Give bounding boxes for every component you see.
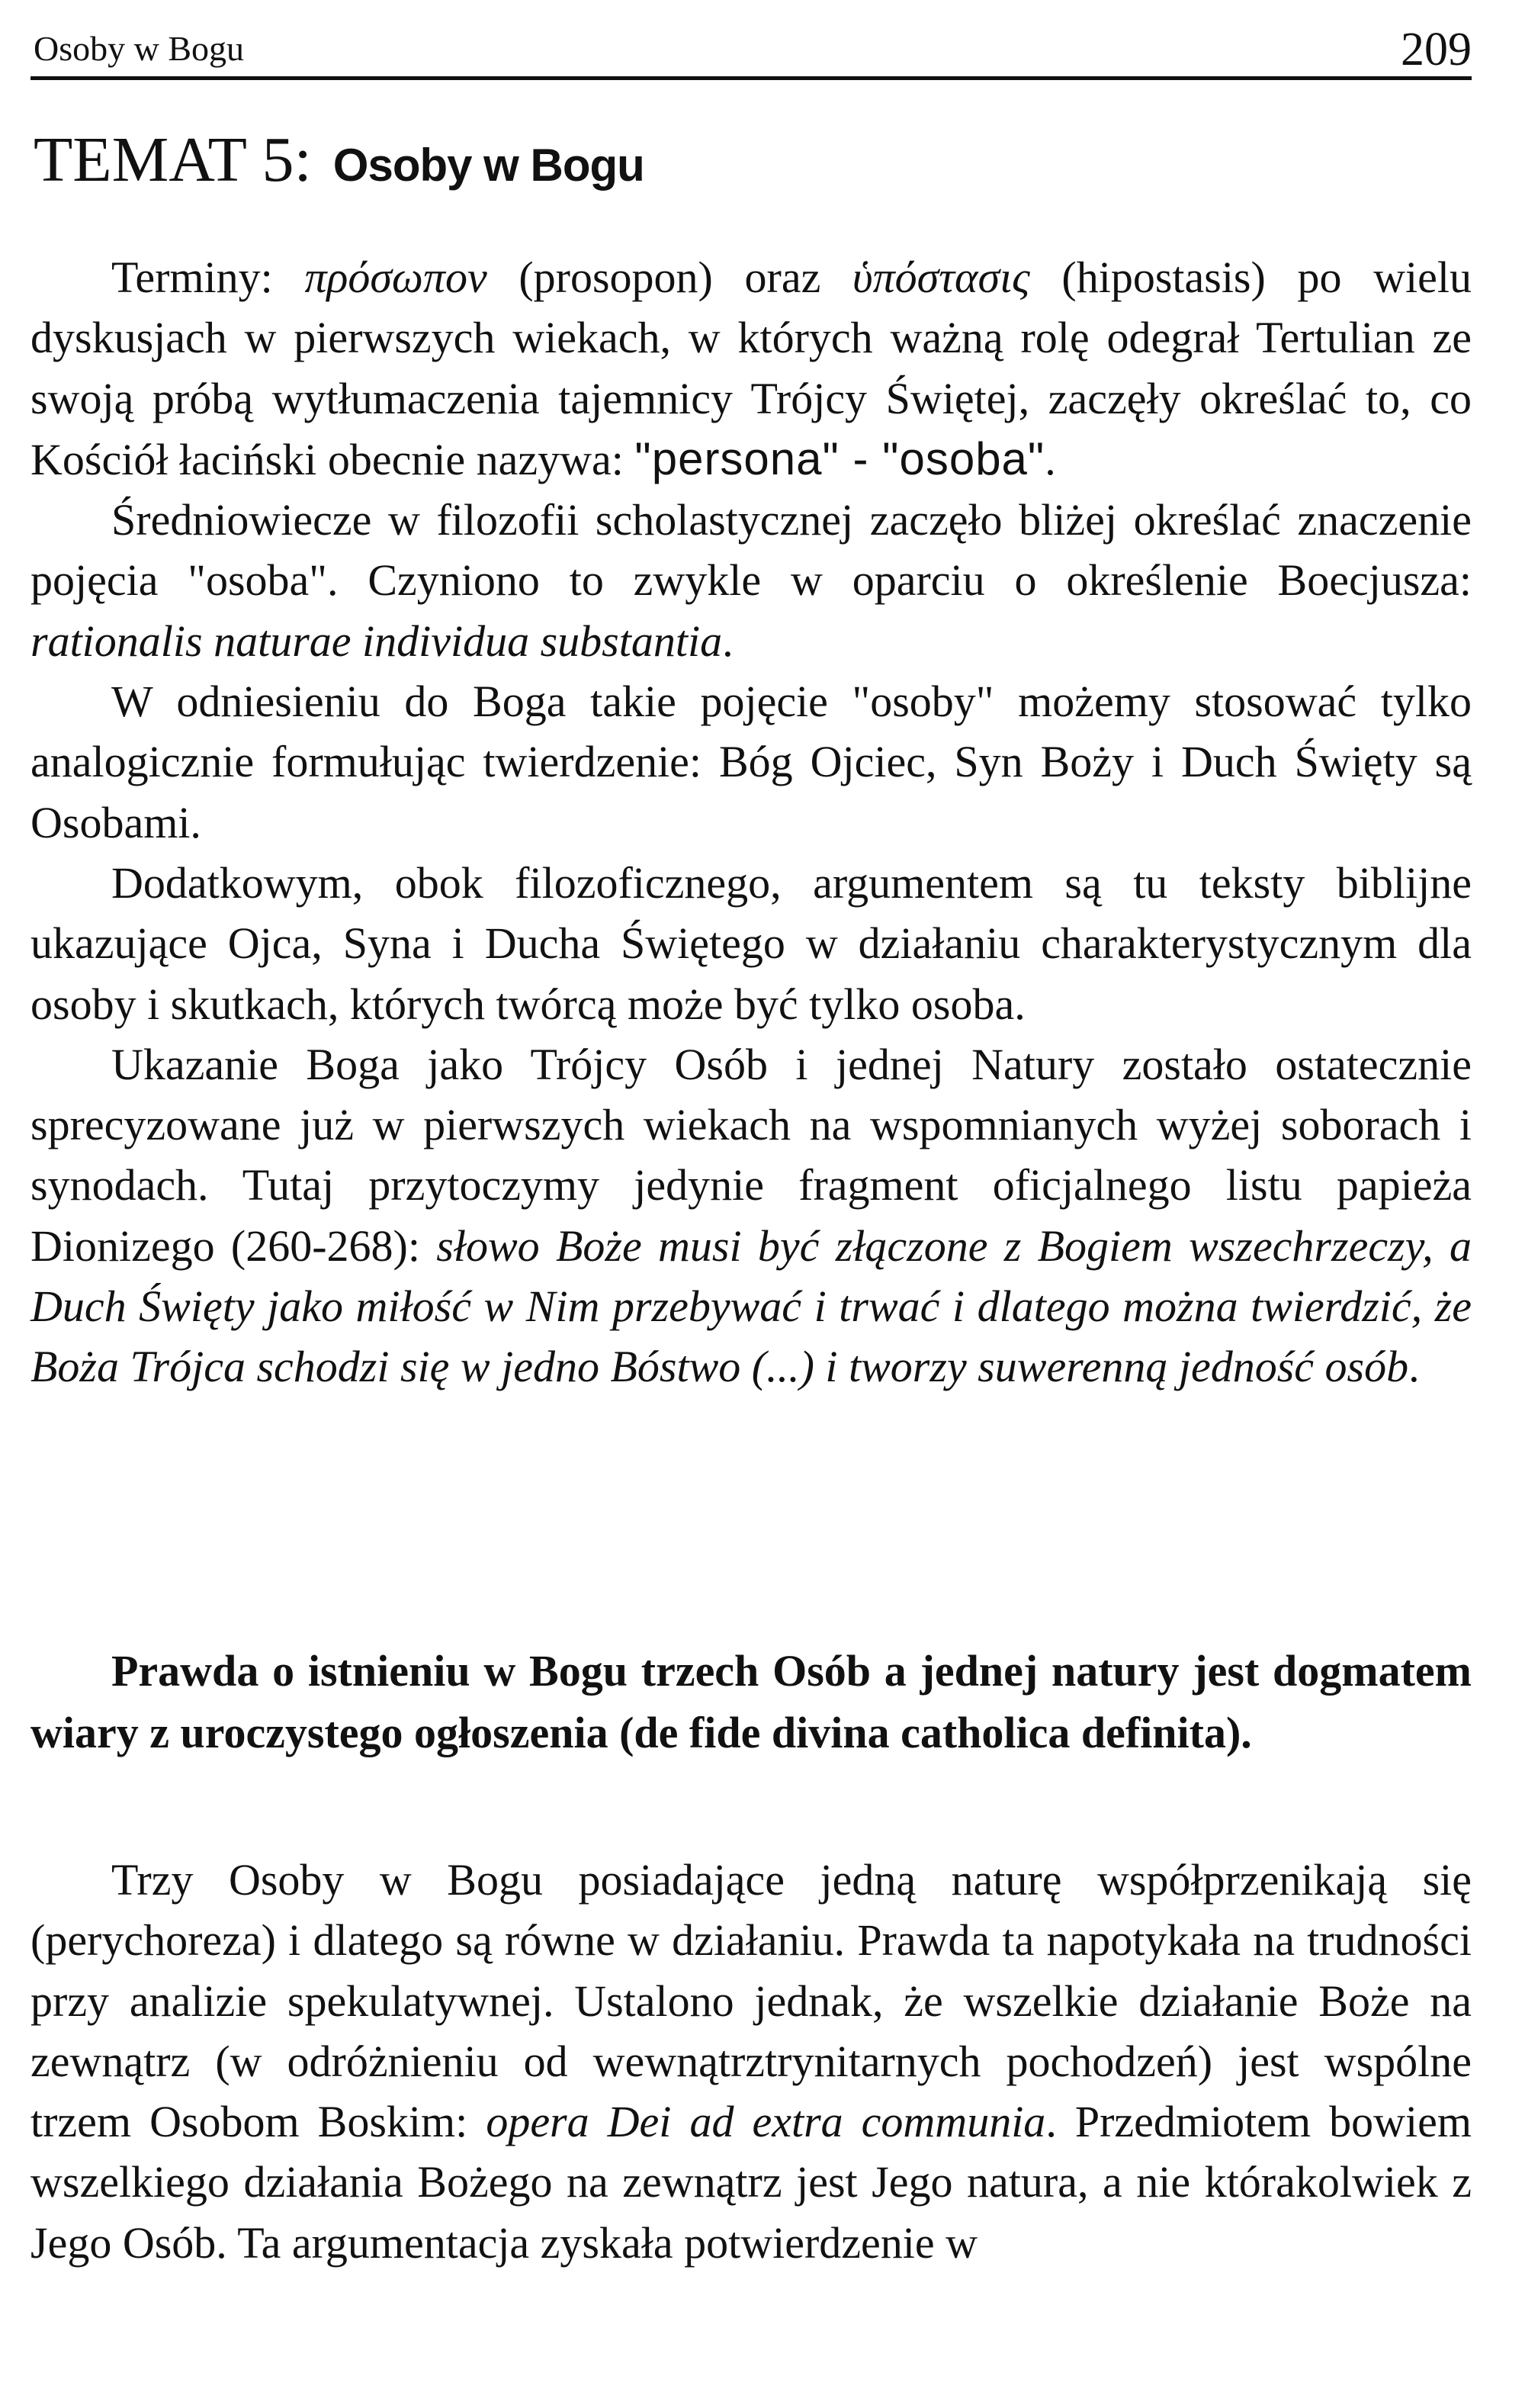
paragraph-text: Terminy: bbox=[111, 252, 305, 302]
greek-term-prosopon: πρόσωπον bbox=[304, 252, 487, 302]
paragraph-text: . bbox=[722, 616, 734, 666]
persona-term: "persona" - "osoba" bbox=[634, 432, 1045, 484]
chapter-label: TEMAT 5: bbox=[34, 124, 312, 195]
dogma-text: Prawda o istnieniu w Bogu trzech Osób a jednej natury jest dogmatem wiary z uroczystego ogłoszenia (de fide divina catholica definita). bbox=[30, 1646, 1472, 1757]
paragraph-text: Ukazanie Boga jako Trójcy Osób i jednej Natury zostało ostatecznie sprecyzowane już w pierwszych wiekach na wspomnianych wyżej soborach i synodach. Tutaj przytoczymy jedynie fragment oficjalnego listu papieża Dionizego (260-268): bbox=[30, 1039, 1472, 1271]
chapter-heading bbox=[34, 122, 1467, 204]
paragraph-text: . bbox=[1045, 434, 1056, 484]
paragraph-text: . bbox=[1408, 1342, 1420, 1392]
boethius-definition: rationalis naturae individua substantia bbox=[30, 616, 723, 666]
dogma-statement bbox=[30, 1640, 1472, 1763]
page-number: 209 bbox=[1401, 24, 1472, 76]
paragraph-text: (prosopon) oraz bbox=[486, 252, 852, 302]
running-title: Osoby w Bogu bbox=[34, 29, 245, 68]
running-head bbox=[30, 23, 1472, 76]
opera-dei-phrase: opera Dei ad extra communia bbox=[486, 2097, 1046, 2147]
paragraph-text: . Przedmiotem bowiem wszelkiego działania Bożego na zewnątrz jest Jego natura, a nie którakolwiek z Jego Osób. Ta argumentacja zyskała potwierdzenie w bbox=[30, 2097, 1472, 2268]
greek-term-hypostasis: ὑπόστασις bbox=[852, 252, 1030, 302]
paragraph-perichoresis bbox=[30, 1850, 1472, 2273]
paragraph-analogy: W odniesieniu do Boga takie pojęcie "osoby" możemy stosować tylko analogicznie formułując twierdzenie: Bóg Ojciec, Syn Boży i Duch Święty są Osobami. bbox=[30, 677, 1472, 847]
paragraph-scholasticism bbox=[30, 490, 1472, 671]
paragraph-text: (hipostasis) po wielu dyskusjach w pierwszych wiekach, w których ważną rolę odegrał Tertulian ze swoją próbą wytłumaczenia tajemnicy Trójcy Świętej, zaczęły określać to, co Kościół łaciński obecnie nazywa: bbox=[30, 252, 1472, 484]
book-page bbox=[30, 0, 1472, 2408]
header-rule bbox=[30, 76, 1472, 80]
paragraph-biblical: Dodatkowym, obok filozoficznego, argumentem są tu teksty biblijne ukazujące Ojca, Syna i Ducha Świętego w działaniu charakterystycznym dla osoby i skutkach, których twórcą może być tylko osoba. bbox=[30, 857, 1472, 1029]
main-text bbox=[30, 247, 1472, 1397]
chapter-title: Osoby w Bogu bbox=[332, 140, 644, 191]
paragraph-text: Trzy Osoby w Bogu posiadające jedną naturę współprzenikają się (perychoreza) i dlatego są równe w działaniu. Prawda ta napotykała na trudności przy analizie spekulatywnej. Ustalono jednak, że wszelkie działanie Boże na zewnątrz (w odróżnieniu od wewnątrztrynitarnych pochodzeń) jest wspólne trzem Osobom Boskim: bbox=[30, 1855, 1472, 2147]
perichoresis-section bbox=[30, 1850, 1472, 2273]
dionysius-quote: słowo Boże musi być złączone z Bogiem wszechrzeczy, a Duch Święty jako miłość w Nim przebywać i trwać i dlatego można twierdzić, że Boża Trójca schodzi się w jedno Bóstwo (...) i tworzy suwerenną jedność osób bbox=[30, 1220, 1472, 1392]
paragraph-dionysius bbox=[30, 1034, 1472, 1397]
paragraph-text: Średniowiecze w filozofii scholastycznej zaczęło bliżej określać znaczenie pojęcia "osoba". Czyniono to zwykle w oparciu o określenie Boecjusza: bbox=[30, 495, 1472, 606]
paragraph-terminology bbox=[30, 247, 1472, 490]
